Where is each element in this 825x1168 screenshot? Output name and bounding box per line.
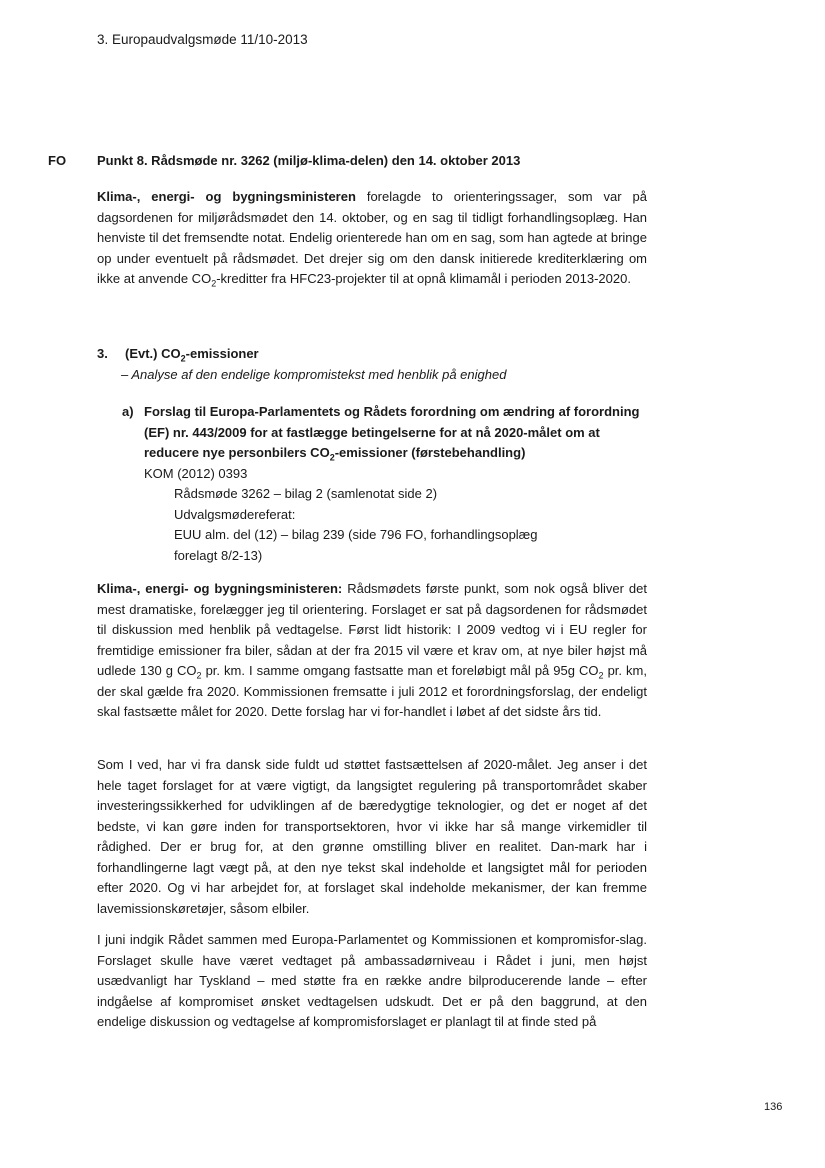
paragraph1-text-b: pr. km. I samme omgang fastsatte man et foreløbigt mål på 95g CO [201,663,599,678]
item-reference-3: EUU alm. del (12) – bilag 239 (side 796 FO, forhandlingsoplæg [174,527,538,542]
item-letter: a) [122,404,134,419]
intro-text-b: -kreditter fra HFC23-projekter til at opnå klimamål i perioden 2013-2020. [216,271,631,286]
paragraph-2: Som I ved, har vi fra dansk side fuldt ud støttet fastsættelsen af 2020-målet. Jeg anser i det hele taget forslaget for at være vigtigt, da langsigtet regulering på transportområdet skaber investeringssikkerhed for udviklingen af de bæredygtige teknologier, og det er noget af det bedste, vi kan gøre inden for transportsektoren, hvor vi ikke har så mange virkemidler til rådighed. Der er brug for, at den grønne omstilling bliver en realitet. Dan-mark har i forhandlingerne lagt vægt på, at den nye tekst skal indeholde et langsigtet mål for perioden efter 2020. Og vi har arbejdet for, at forslaget skal indeholde mekanismer, der kan fremme lavemissionskøretøjer, såsom elbiler. [97,757,647,916]
item-title-subscript: 2 [329,452,335,463]
paragraph1-speaker: Klima-, energi- og bygningsministeren: [97,581,343,596]
paragraph-3: I juni indgik Rådet sammen med Europa-Parlamentet og Kommissionen et kompromisfor-slag. Forslaget skulle have været vedtaget på ambassadørniveau i Rådet i juni, men højst usædvanligt har Tyskland – med støtte fra en række andre bilproducerende lande – efter indgåelse af kompromiset ønsket vedtagelsen udskudt. Det er på den baggrund, at den endelige diskussion og vedtagelse af kompromisforslaget er planlagt til at finde sted på [97,932,647,1029]
section-number: 3. [97,346,108,361]
paragraph1-text-c: pr. km, der skal gælde fra 2020. Kommissionen fremsatte i juli 2012 et forordningsforslag, der endeligt skal fastsætte målet for 2020. Dette forslag har vi for-handlet i løbet af det sidste års tid. [97,663,647,719]
item-a [122,402,647,566]
section-subtitle: – Analyse af den endelige kompromistekst med henblik på enighed [121,366,507,382]
section-title-subscript: 2 [180,353,186,364]
item-reference-4: forelagt 8/2-13) [174,547,263,563]
section-title-b: -emissioner [185,346,259,361]
intro-paragraph [97,187,647,290]
speaker-party-label: FO [48,153,67,168]
item-reference-1: Rådsmøde 3262 – bilag 2 (samlenotat side 2) [174,486,438,501]
section-heading [97,344,647,365]
item-title-b: -emissioner (førstebehandling) [334,445,526,460]
intro-text-a: forelagde to orienteringssager, som var på dagsordenen for miljørådsmødet den 14. oktober, og en sag til tidligt forhandlingsoplæg. Han henviste til det fremsendte notat. Endelig orienterede han om en sag, som han agtede at bringe op under eventuelt på rådsmødet. Det drejer sig om den dansk initierede krediterklæring om ikke at anvende CO [97,189,648,286]
paragraph1-text-a: Rådsmødets første punkt, som nok også bliver det mest dramatiske, forelægger jeg til orientering. Forslaget er sat på dagsordenen for rådsmødet til diskussion med henblik på vedtagelse. Først lidt historik: I 2009 vedtog vi i EU regler for fremtidige emissioner fra biler, sådan at der fra 2015 vil være et krav om, at nye biler højst må udlede 130 g CO [97,581,648,678]
agenda-item-title: Punkt 8. Rådsmøde nr. 3262 (miljø-klima-delen) den 14. oktober 2013 [97,153,521,168]
item-reference-2: Udvalgsmødereferat: [174,506,296,522]
section-title-a: (Evt.) CO [125,346,181,361]
section-3 [97,344,647,385]
paragraph1-subscript-2: 2 [598,670,604,681]
intro-subscript: 2 [211,278,217,289]
item-title-a: Forslag til Europa-Parlamentets og Rådets forordning om ændring af forordning (EF) nr. 443/2009 for at fastlægge betingelserne for at nå 2020-målet om at reducere nye personbilers CO [144,404,640,460]
intro-speaker: Klima-, energi- og bygningsministeren [97,189,356,204]
paragraph-1 [97,579,647,723]
page-number: 136 [764,1101,783,1113]
item-kom-reference: KOM (2012) 0393 [144,465,248,481]
page-header: 3. Europaudvalgsmøde 11/10-2013 [97,32,308,47]
item-title [144,402,647,464]
paragraph1-subscript-1: 2 [196,670,202,681]
